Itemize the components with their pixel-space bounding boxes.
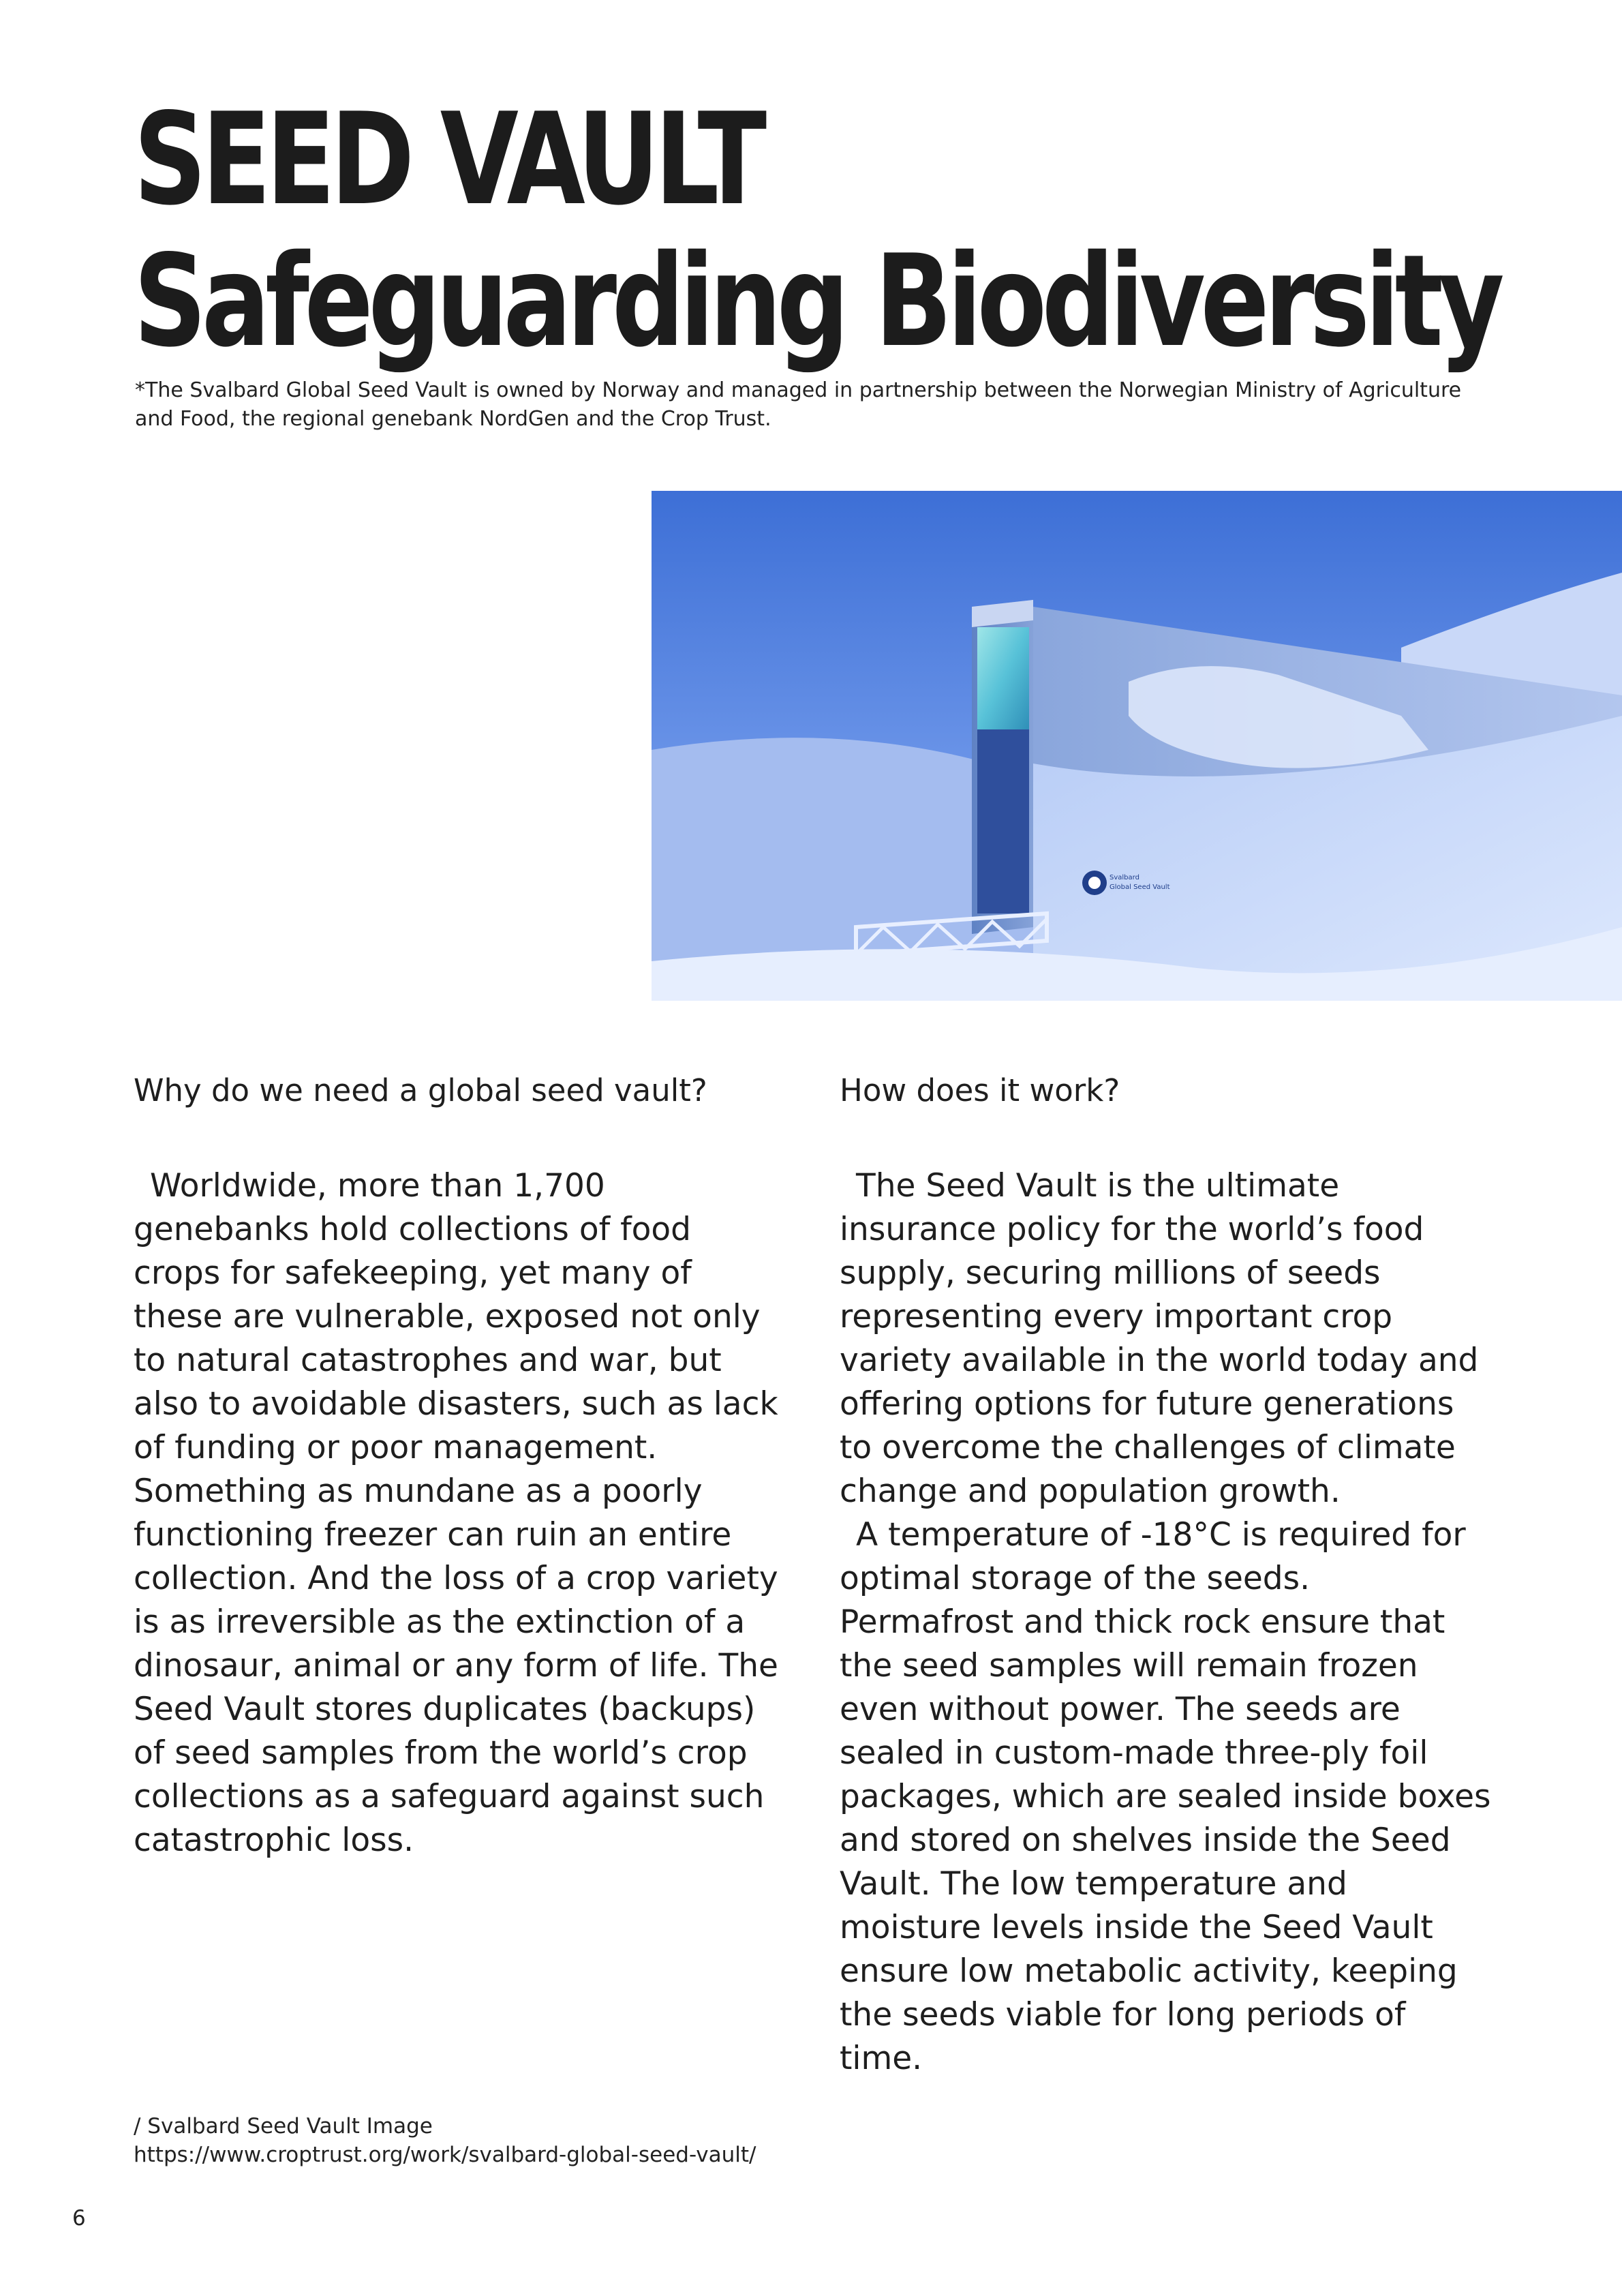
page-number: 6: [72, 2206, 86, 2231]
seed-vault-photo: [652, 491, 1622, 1001]
how-body-paragraph-1: The Seed Vault is the ultimate insurance policy for the world’s food supply, securing millions of seeds representing every important crop variety available in the world today and offering options for future generations to overcome the challenges of climate change and population growth.: [840, 1167, 1479, 1510]
how-body-paragraph-2: A temperature of -18°C is required for optimal storage of the seeds. Permafrost and thick rock ensure that the seed samples will remain frozen even without power. The seeds are sealed in custom-made three-ply foil packages, which are sealed inside boxes and stored on shelves inside the Seed Vault. The low temperature and moisture levels inside the Seed Vault ensure low metabolic activity, keeping the seeds viable for long periods of time.: [840, 1516, 1491, 2077]
page-title: [134, 85, 1500, 375]
how-section: [840, 1070, 1494, 2081]
image-credit-caption: / Svalbard Seed Vault Image: [134, 2114, 433, 2139]
why-body: Worldwide, more than 1,700 genebanks hold collections of food crops for safekeeping, yet many of these are vulnerable, exposed not only to natural catastrophes and war, but also to avoidable disasters, such as lack of funding or poor management. Something as mundane as a poorly functioning freezer can ruin an entire collection. And the loss of a crop variety is as irreversible as the extinction of a dinosaur, animal or any form of life. The Seed Vault stores duplicates (backups) of seed samples from the world’s crop collections as a safeguard against such catastrophic loss.: [134, 1167, 778, 1859]
image-credit-url: https://www.croptrust.org/work/svalbard-global-seed-vault/: [134, 2143, 756, 2167]
vault-sign-line-1: Svalbard: [1110, 874, 1139, 881]
vault-sign-line-2: Global Seed Vault: [1110, 883, 1170, 891]
image-credit: [134, 2112, 756, 2169]
title-line-2: Safeguarding Biodiversity: [134, 227, 1500, 375]
why-section: [134, 1070, 788, 1862]
ownership-footnote: *The Svalbard Global Seed Vault is owned by Norway and managed in partnership between the Norwegian Ministry of Agriculture and Food, the regional genebank NordGen and the Crop Trust.: [135, 378, 1462, 431]
how-heading: How does it work?: [840, 1072, 1120, 1108]
why-heading: Why do we need a global seed vault?: [134, 1072, 707, 1108]
title-line-1: SEED VAULT: [134, 85, 762, 233]
